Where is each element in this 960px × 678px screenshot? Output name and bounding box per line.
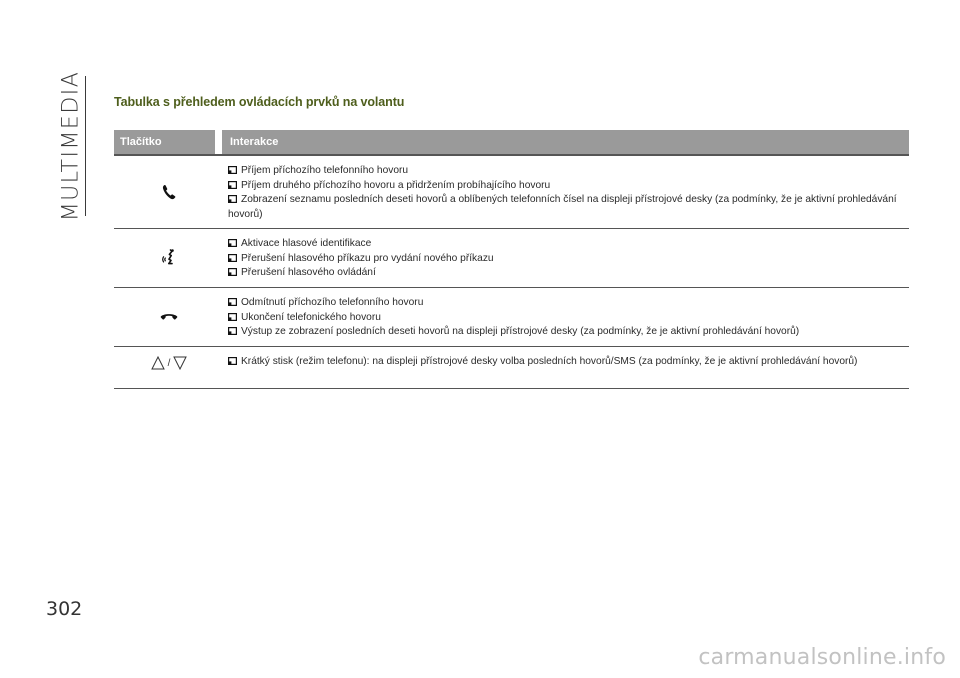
interaction-cell [222, 229, 909, 287]
list-item: Příjem druhého příchozího hovoru a přidržením probíhajícího hovoru [228, 179, 909, 194]
bullet-icon [228, 254, 237, 262]
header-button: Tlačítko [114, 130, 215, 154]
table-header-row [114, 130, 909, 156]
bullet-icon [228, 166, 237, 174]
list-item: Odmítnutí příchozího telefonního hovoru [228, 296, 909, 311]
button-cell [114, 229, 222, 287]
list-item: Příjem příchozího telefonního hovoru [228, 164, 909, 179]
bullet-icon [228, 357, 237, 365]
interaction-cell [222, 347, 909, 388]
list-item: Ukončení telefonického hovoru [228, 311, 909, 326]
list-item: Aktivace hlasové identifikace [228, 237, 909, 252]
up-arrow-icon [151, 356, 165, 370]
bullet-icon [228, 313, 237, 321]
button-cell [114, 347, 222, 388]
list-item: Přerušení hlasového ovládání [228, 266, 909, 281]
table-heading: Tabulka s přehledem ovládacích prvků na volantu [114, 95, 405, 109]
bullet-icon [228, 239, 237, 247]
arrow-separator: / [167, 357, 171, 369]
table-row [114, 288, 909, 347]
interaction-cell [222, 156, 909, 228]
interaction-cell [222, 288, 909, 346]
bullet-icon [228, 181, 237, 189]
button-cell [114, 288, 222, 346]
phone-answer-icon [162, 184, 176, 200]
bullet-icon [228, 195, 237, 203]
controls-table [114, 130, 909, 389]
bullet-icon [228, 268, 237, 276]
voice-command-icon [162, 248, 176, 268]
bullet-icon [228, 298, 237, 306]
nav-arrows [151, 356, 188, 370]
section-side-label [56, 70, 86, 222]
list-item: Krátký stisk (režim telefonu): na displeji přístrojové desky volba posledních hovorů/SMS (za podmínky, že je aktivní prohledávání hovorů) [228, 355, 909, 370]
bullet-icon [228, 327, 237, 335]
table-row [114, 229, 909, 288]
header-interaction: Interakce [222, 130, 909, 154]
table-row [114, 347, 909, 389]
page-number: 302 [46, 598, 83, 620]
list-item: Přerušení hlasového příkazu pro vydání nového příkazu [228, 252, 909, 267]
button-cell [114, 156, 222, 228]
down-arrow-icon [173, 356, 187, 370]
list-item: Zobrazení seznamu posledních deseti hovorů a oblíbených telefonních čísel na displeji přístrojové desky (za podmínky, že je aktivní prohledávání hovorů) [228, 194, 897, 220]
phone-hangup-icon [160, 312, 178, 322]
section-label-text: MULTIMEDIA [58, 70, 83, 222]
watermark: carmanualsonline.info [698, 645, 946, 670]
list-item: Výstup ze zobrazení posledních deseti hovorů na displeji přístrojové desky (za podmínky, že je aktivní prohledávání hovorů) [228, 325, 909, 340]
table-row [114, 156, 909, 229]
